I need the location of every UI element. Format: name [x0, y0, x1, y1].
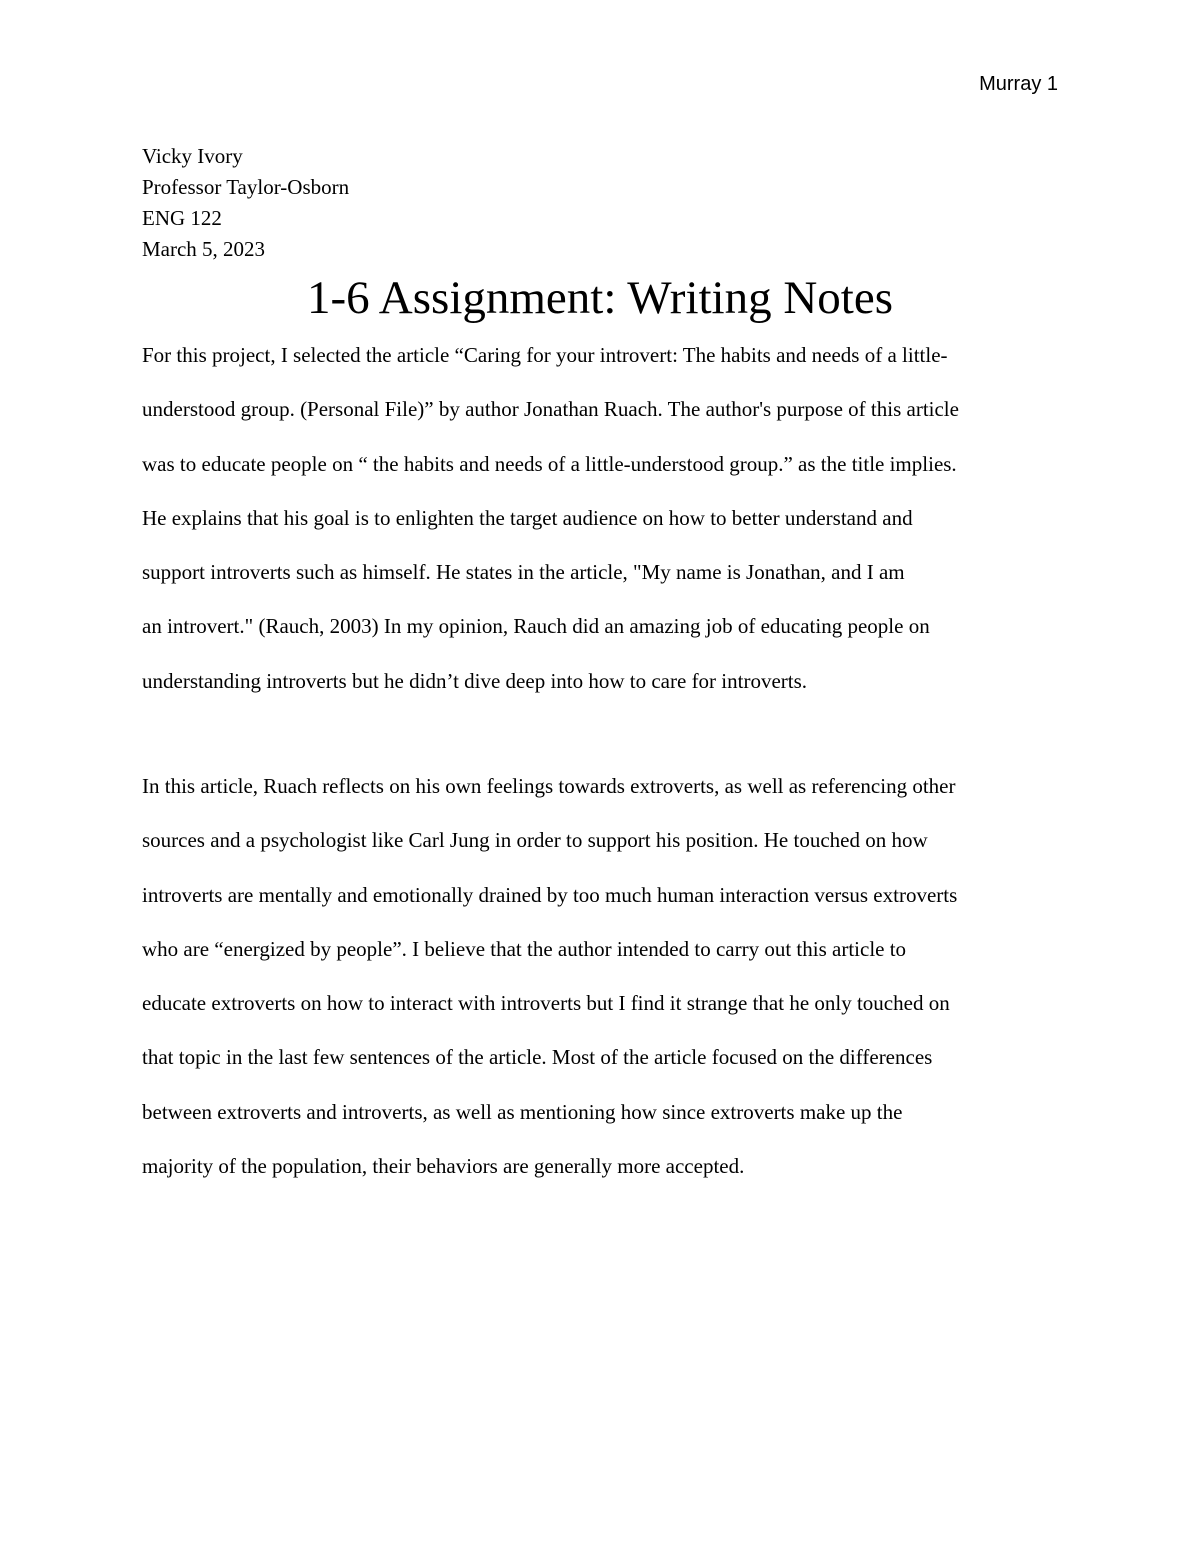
- paragraph-line: He explains that his goal is to enlighten the target audience on how to better understand and: [142, 505, 913, 530]
- paragraph-line: that topic in the last few sentences of the article. Most of the article focused on the differences: [142, 1045, 933, 1070]
- professor-name: Professor Taylor-Osborn: [142, 175, 350, 199]
- course-name: ENG 122: [142, 206, 222, 230]
- paragraph-2: [142, 759, 957, 1193]
- paragraph-line: introverts are mentally and emotionally drained by too much human interaction versus extroverts: [142, 882, 958, 907]
- paragraph-1: [142, 328, 959, 708]
- paragraph-line: understanding introverts but he didn’t dive deep into how to care for introverts.: [142, 668, 808, 693]
- paragraph-line: an introvert." (Rauch, 2003) In my opinion, Rauch did an amazing job of educating people on: [142, 614, 930, 639]
- paragraph-line: For this project, I selected the article “Caring for your introvert: The habits and needs of a little-: [142, 343, 948, 367]
- paragraph-line: In this article, Ruach reflects on his own feelings towards extroverts, as well as referencing other: [142, 774, 956, 798]
- paragraph-line: between extroverts and introverts, as well as mentioning how since extroverts make up the: [142, 1099, 903, 1124]
- page-title: 1-6 Assignment: Writing Notes: [306, 272, 894, 324]
- running-head: Murray 1: [979, 73, 1058, 95]
- paragraph-line: sources and a psychologist like Carl Jung in order to support his position. He touched on how: [142, 828, 928, 853]
- paragraph-line: support introverts such as himself. He states in the article, "My name is Jonathan, and I am: [142, 560, 905, 585]
- student-name: Vicky Ivory: [142, 144, 243, 168]
- assignment-date: March 5, 2023: [142, 237, 266, 261]
- paragraph-line: educate extroverts on how to interact with introverts but I find it strange that he only touched on: [142, 991, 950, 1016]
- paragraph-line: who are “energized by people”. I believe that the author intended to carry out this article to: [142, 936, 907, 961]
- mla-heading: [142, 141, 349, 265]
- paragraph-line: understood group. (Personal File)” by author Jonathan Ruach. The author's purpose of this article: [142, 397, 959, 422]
- paragraph-line: majority of the population, their behaviors are generally more accepted.: [142, 1154, 745, 1179]
- paragraph-line: was to educate people on “ the habits and needs of a little-understood group.” as the title implies.: [142, 451, 957, 476]
